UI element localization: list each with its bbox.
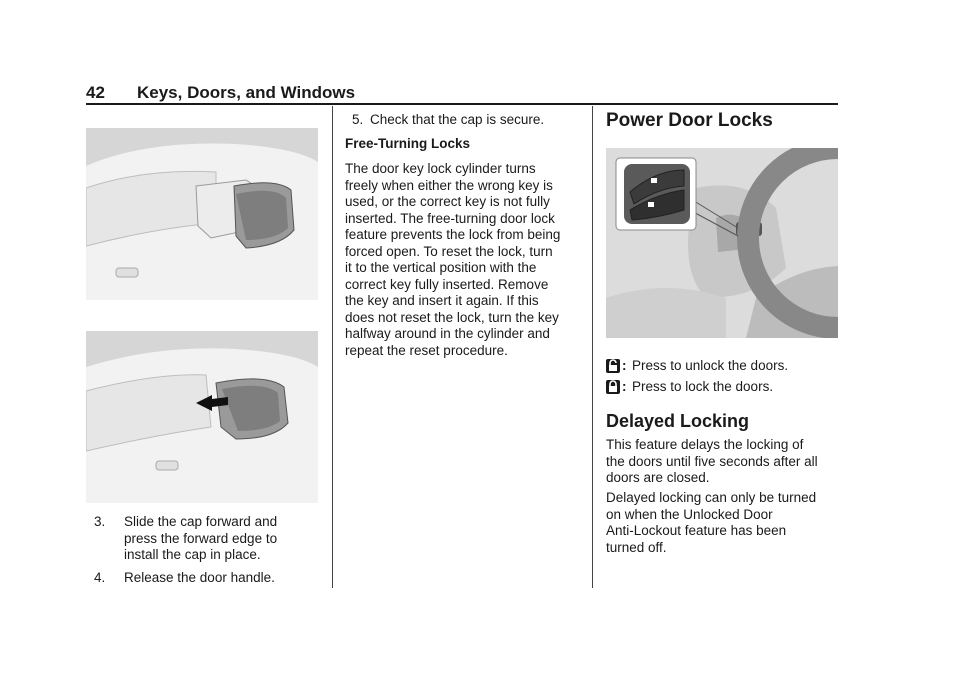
paragraph-line: The door key lock cylinder turns	[345, 161, 536, 176]
step-5-text: Check that the cap is secure.	[370, 112, 545, 127]
step-4-number: 4.	[94, 570, 106, 585]
paragraph-line: the key and insert it again. If this	[345, 293, 539, 308]
paragraph-line: Anti-Lockout feature has been	[606, 523, 787, 538]
paragraph-line: repeat the reset procedure.	[345, 342, 508, 358]
page-number: 42	[86, 83, 105, 102]
door-handle-cap-forward-illustration	[86, 331, 318, 503]
column-rule-left	[332, 106, 333, 588]
paragraph-line: the doors until five seconds after all	[606, 453, 818, 469]
step-3-number: 3.	[94, 514, 106, 529]
paragraph-line: feature prevents the lock from being	[345, 227, 561, 242]
paragraph-line: freely when either the wrong key is	[345, 177, 553, 193]
delayed-locking-heading: Delayed Locking	[606, 411, 750, 431]
step-3-line: install the cap in place.	[124, 547, 261, 562]
lock-colon: :	[622, 379, 627, 394]
unlock-text: Press to unlock the doors.	[632, 358, 789, 373]
lock-text: Press to lock the doors.	[632, 379, 774, 394]
lock-description	[606, 379, 836, 397]
door-handle-cap-illustration	[86, 128, 318, 300]
paragraph-line: it to the vertical position with the	[345, 260, 537, 275]
lock-icon	[606, 380, 620, 394]
unlock-colon: :	[622, 358, 627, 373]
free-turning-locks-paragraph	[345, 161, 583, 359]
power-door-lock-switch-illustration	[606, 148, 838, 338]
paragraph-line: halfway around in the cylinder and	[345, 326, 550, 341]
paragraph-line: correct key fully inserted. Remove	[345, 276, 549, 292]
paragraph-line: doors are closed.	[606, 470, 710, 485]
section-title: Keys, Doors, and Windows	[137, 83, 356, 102]
power-door-locks-heading: Power Door Locks	[606, 110, 773, 131]
header-rule	[86, 103, 838, 105]
paragraph-line: turned off.	[606, 539, 667, 555]
column-rule-right	[592, 106, 593, 588]
step-3-line: press the forward edge to	[124, 530, 278, 546]
step-5-number: 5.	[352, 112, 364, 127]
paragraph-line: This feature delays the locking of	[606, 437, 804, 452]
paragraph-line: forced open. To reset the lock, turn	[345, 243, 553, 259]
step-4-line: Release the door handle.	[124, 570, 275, 585]
free-turning-locks-heading: Free-Turning Locks	[345, 136, 471, 151]
paragraph-line: Delayed locking can only be turned	[606, 490, 817, 505]
paragraph-line: inserted. The free-turning door lock	[345, 210, 555, 226]
delayed-locking-paragraph-1	[606, 437, 840, 487]
unlock-description	[606, 358, 836, 376]
unlock-icon	[606, 359, 620, 373]
paragraph-line: on when the Unlocked Door	[606, 506, 773, 522]
delayed-locking-paragraph-2	[606, 490, 840, 556]
paragraph-line: used, or the correct key is not fully	[345, 194, 550, 209]
paragraph-line: does not reset the lock, turn the key	[345, 309, 559, 325]
step-3-line: Slide the cap forward and	[124, 514, 278, 529]
